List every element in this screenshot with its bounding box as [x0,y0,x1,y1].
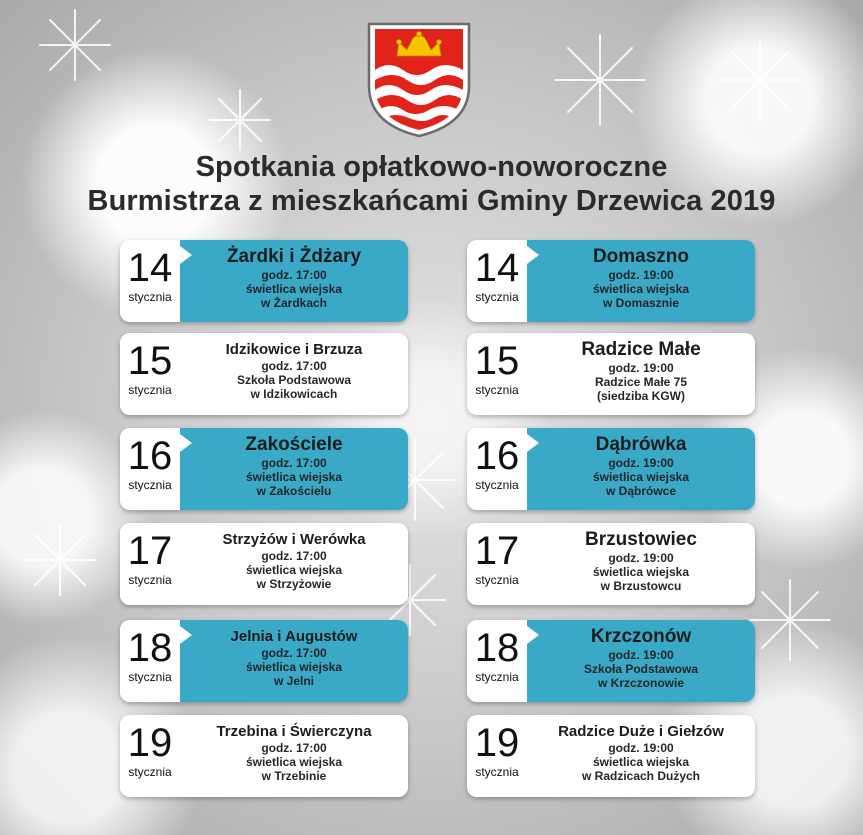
day-number: 18 [127,626,173,670]
meeting-info [180,523,408,605]
month-label: stycznia [475,670,519,684]
card-notch [180,246,192,264]
place-name: Radzice Małe [581,339,701,360]
meeting-location: w Dąbrówce [605,484,677,498]
date-box [120,715,180,797]
meeting-info [180,620,408,702]
meeting-time: godz. 17:00 [261,359,327,373]
month-label: stycznia [128,765,172,779]
page-title [0,150,863,218]
meeting-location: (siedziba KGW) [596,389,685,403]
month-label: stycznia [475,765,519,779]
day-number: 14 [127,246,173,290]
meeting-location: w Krzczonowie [597,676,684,690]
date-box [120,620,180,702]
meeting-card [120,620,408,702]
day-number: 14 [474,246,520,290]
place-name: Domaszno [592,246,690,267]
meeting-venue: Radzice Małe 75 [594,375,688,389]
day-number: 19 [127,721,173,765]
meeting-location: w Jelni [273,674,314,688]
meeting-location: w Idzikowicach [250,387,338,401]
day-number: 16 [474,434,520,478]
meeting-location: w Trzebinie [261,769,327,783]
meeting-info [527,333,755,415]
month-label: stycznia [475,573,519,587]
day-number: 15 [127,339,173,383]
date-box [467,428,527,510]
meeting-venue: Szkoła Podstawowa [583,662,699,676]
meeting-card [120,523,408,605]
crest-icon [363,20,475,138]
meeting-location: w Zakościelu [256,484,332,498]
meeting-venue: świetlica wiejska [245,282,343,296]
meeting-venue: świetlica wiejska [245,563,343,577]
meeting-time: godz. 17:00 [261,549,327,563]
meeting-card [467,240,755,322]
date-box [120,523,180,605]
date-box [120,240,180,322]
meeting-time: godz. 19:00 [608,648,674,662]
meeting-info [527,620,755,702]
meeting-time: godz. 19:00 [608,551,674,565]
meeting-location: w Radzicach Dużych [581,769,701,783]
meeting-info [180,240,408,322]
meeting-info [180,428,408,510]
place-name: Zakościele [245,434,343,455]
meeting-info [180,333,408,415]
meeting-info [180,715,408,797]
card-notch [180,434,192,452]
meeting-info [527,240,755,322]
date-box [467,333,527,415]
meeting-venue: świetlica wiejska [592,282,690,296]
card-notch [527,246,539,264]
meeting-venue: świetlica wiejska [245,470,343,484]
month-label: stycznia [128,573,172,587]
title-line-2: Burmistrza z mieszkańcami Gminy Drzewica 2019 [87,185,776,217]
meeting-venue: świetlica wiejska [592,470,690,484]
meeting-card [120,428,408,510]
meeting-location: w Żardkach [260,296,328,310]
meeting-card [467,333,755,415]
meeting-time: godz. 19:00 [608,361,674,375]
place-name: Idzikowice i Brzuza [225,341,363,358]
month-label: stycznia [128,383,172,397]
meeting-venue: świetlica wiejska [592,755,690,769]
month-label: stycznia [475,478,519,492]
day-number: 16 [127,434,173,478]
meeting-info [527,428,755,510]
meeting-card [120,240,408,322]
date-box [120,428,180,510]
month-label: stycznia [128,670,172,684]
meeting-time: godz. 17:00 [261,646,327,660]
meeting-card [467,428,755,510]
card-notch [527,434,539,452]
meeting-card [120,333,408,415]
title-line-1: Spotkania opłatkowo-noworoczne [195,151,668,183]
meeting-time: godz. 19:00 [608,456,674,470]
meeting-info [527,715,755,797]
date-box [467,523,527,605]
month-label: stycznia [128,478,172,492]
meeting-venue: świetlica wiejska [245,660,343,674]
meeting-time: godz. 17:00 [261,456,327,470]
day-number: 15 [474,339,520,383]
meeting-card [467,620,755,702]
meeting-card [467,715,755,797]
meeting-time: godz. 19:00 [608,268,674,282]
date-box [467,715,527,797]
place-name: Radzice Duże i Giełzów [558,723,724,740]
place-name: Strzyżów i Werówka [222,531,366,548]
place-name: Dąbrówka [595,434,687,455]
meeting-venue: świetlica wiejska [245,755,343,769]
meeting-time: godz. 17:00 [261,268,327,282]
meeting-location: w Strzyżowie [256,577,332,591]
date-box [467,240,527,322]
day-number: 19 [474,721,520,765]
day-number: 17 [127,529,173,573]
meeting-venue: świetlica wiejska [592,565,690,579]
meeting-card [120,715,408,797]
meeting-time: godz. 17:00 [261,741,327,755]
place-name: Trzebina i Świerczyna [216,723,372,740]
card-notch [527,626,539,644]
place-name: Jelnia i Augustów [230,628,358,645]
month-label: stycznia [128,290,172,304]
date-box [120,333,180,415]
meeting-info [527,523,755,605]
place-name: Żardki i Żdżary [226,246,362,267]
meeting-card [467,523,755,605]
date-box [467,620,527,702]
meeting-location: w Brzustowcu [600,579,682,593]
month-label: stycznia [475,383,519,397]
meeting-location: w Domasznie [602,296,680,310]
card-notch [180,626,192,644]
meeting-venue: Szkoła Podstawowa [236,373,352,387]
place-name: Krzczonów [590,626,692,647]
place-name: Brzustowiec [585,529,697,550]
meeting-time: godz. 19:00 [608,741,674,755]
day-number: 18 [474,626,520,670]
month-label: stycznia [475,290,519,304]
day-number: 17 [474,529,520,573]
